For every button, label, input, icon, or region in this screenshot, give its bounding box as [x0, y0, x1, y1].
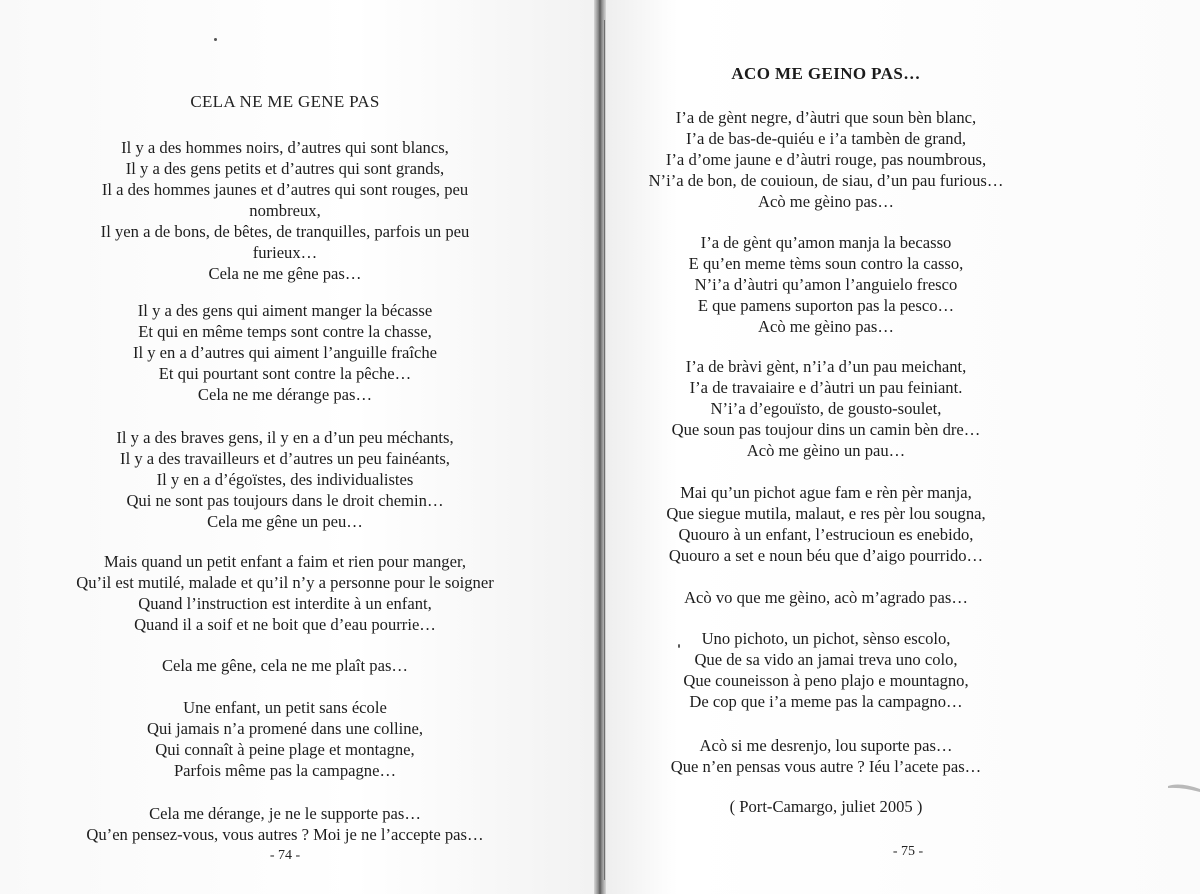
right-stanza-1	[606, 107, 1046, 212]
verse-line: Acò me gèino un pau…	[746, 441, 906, 460]
verse-line: furieux…	[252, 243, 318, 262]
verse-line: Quouro à un enfant, l’estrucioun es enebido,	[678, 525, 974, 544]
left-page	[0, 0, 594, 894]
verse-line: I’a de bràvi gènt, n’i’a d’un pau meichant,	[685, 357, 967, 376]
verse-line: Que de sa vido an jamai treva uno colo,	[694, 650, 958, 669]
verse-line: Quand il a soif et ne boit que d’eau pourrie…	[134, 615, 436, 634]
verse-line: I’a d’ome jaune e d’àutri rouge, pas noumbrous,	[665, 150, 987, 169]
verse-line: Quand l’instruction est interdite à un enfant,	[138, 594, 432, 613]
right-page	[606, 0, 1200, 894]
verse-line: Il y a des gens qui aiment manger la bécasse	[137, 301, 433, 320]
verse-line: Qui jamais n’a promené dans une colline,	[146, 719, 424, 738]
right-page-title: ACO ME GEINO PAS…	[731, 64, 921, 83]
verse-line: N’i’a d’àutri qu’amon l’anguielo fresco	[694, 275, 958, 294]
verse-line: Acò vo que me gèino, acò m’agrado pas…	[684, 588, 968, 607]
verse-line: Parfois même pas la campagne…	[173, 761, 397, 780]
verse-line: Que couneisson à peno plajo e mountagno,	[683, 671, 969, 690]
verse-line: Une enfant, un petit sans école	[183, 698, 387, 717]
verse-line: Mai qu’un pichot ague fam e rèn pèr manja,	[680, 483, 972, 502]
paper-speck	[678, 644, 680, 648]
verse-line: Il y en a d’égoïstes, des individualistes	[156, 470, 414, 489]
verse-line: Il y a des hommes noirs, d’autres qui sont blancs,	[121, 138, 449, 157]
verse-line: N’i’a d’egouïsto, de gousto-soulet,	[710, 399, 942, 418]
verse-line: Qui connaît à peine plage et montagne,	[155, 740, 415, 759]
right-page-number: - 75 -	[892, 844, 924, 859]
place-date-line: ( Port-Camargo, juliet 2005 )	[729, 797, 923, 816]
verse-line: Il y a des gens petits et d’autres qui sont grands,	[125, 159, 445, 178]
verse-line: Cela ne me dérange pas…	[197, 385, 373, 404]
gutter-fold-line	[604, 20, 605, 880]
verse-line: Il y a des travailleurs et d’autres un peu fainéants,	[120, 449, 450, 468]
verse-line: E qu’en meme tèms soun contro la casso,	[688, 254, 964, 273]
verse-line: I’a de travaiaire e d’àutri un pau feiniant.	[689, 378, 963, 397]
page-edge-smudge	[1160, 770, 1200, 800]
verse-line: Qu’en pensez-vous, vous autres ? Moi je ne l’accepte pas…	[86, 825, 484, 844]
verse-line: I’a de bas-de-quiéu e i’a tambèn de grand,	[685, 129, 967, 148]
verse-line: Acò me gèino pas…	[758, 317, 894, 336]
verse-line: Il a des hommes jaunes et d’autres qui sont rouges, peu	[101, 180, 469, 199]
right-poem-signature	[606, 796, 1046, 817]
right-stanza-4	[606, 482, 1046, 566]
verse-line: Et qui en même temps sont contre la chasse,	[138, 322, 432, 341]
verse-line: I’a de gènt negre, d’àutri que soun bèn blanc,	[675, 108, 977, 127]
left-page-number: - 74 -	[269, 848, 301, 863]
right-stanza-7	[606, 735, 1046, 777]
verse-line: Et qui pourtant sont contre la pêche…	[158, 364, 412, 383]
verse-line: Mais quand un petit enfant a faim et rien pour manger,	[104, 552, 466, 571]
left-stanza-4	[0, 551, 570, 635]
right-stanza-2	[606, 232, 1046, 337]
verse-line: Que siegue mutila, malaut, e res pèr lou sougna,	[666, 504, 986, 523]
left-stanza-3	[0, 427, 570, 532]
left-stanza-2	[0, 300, 570, 405]
paper-speck	[214, 38, 217, 41]
verse-line: Il y en a d’autres qui aiment l’anguille fraîche	[132, 343, 438, 362]
verse-line: Qui ne sont pas toujours dans le droit chemin…	[126, 491, 444, 510]
right-stanza-6	[606, 628, 1046, 712]
verse-line: Cela ne me gêne pas…	[208, 264, 362, 283]
left-stanza-6	[0, 697, 570, 781]
verse-line: N’i’a de bon, de couioun, de siau, d’un pau furious…	[648, 171, 1004, 190]
verse-line: E que pamens suporton pas la pesco…	[697, 296, 955, 315]
left-stanza-5	[0, 655, 570, 676]
left-stanza-1	[0, 137, 570, 284]
right-stanza-3	[606, 356, 1046, 461]
verse-line: Cela me gêne un peu…	[207, 512, 363, 531]
left-stanza-7	[0, 803, 570, 845]
left-page-title: CELA NE ME GENE PAS	[190, 92, 380, 111]
verse-line: I’a de gènt qu’amon manja la becasso	[700, 233, 952, 252]
verse-line: Il y a des braves gens, il y en a d’un peu méchants,	[116, 428, 454, 447]
verse-line: Qu’il est mutilé, malade et qu’il n’y a personne pour le soigner	[76, 573, 494, 592]
verse-line: Uno pichoto, un pichot, sènso escolo,	[701, 629, 951, 648]
verse-line: Acò si me desrenjo, lou suporte pas…	[699, 736, 953, 755]
verse-line: Il yen a de bons, de bêtes, de tranquilles, parfois un peu	[100, 222, 470, 241]
verse-line: Cela me dérange, je ne le supporte pas…	[149, 804, 421, 823]
right-stanza-5	[606, 587, 1046, 608]
verse-line: Que n’en pensas vous autre ? Iéu l’acete pas…	[670, 757, 982, 776]
verse-line: nombreux,	[249, 201, 321, 220]
verse-line: Cela me gêne, cela ne me plaît pas…	[161, 656, 409, 675]
verse-line: Que soun pas toujour dins un camin bèn dre…	[671, 420, 981, 439]
verse-line: Acò me gèino pas…	[758, 192, 894, 211]
verse-line: Quouro a set e noun béu que d’aigo pourrido…	[668, 546, 984, 565]
verse-line: De cop que i’a meme pas la campagno…	[689, 692, 963, 711]
